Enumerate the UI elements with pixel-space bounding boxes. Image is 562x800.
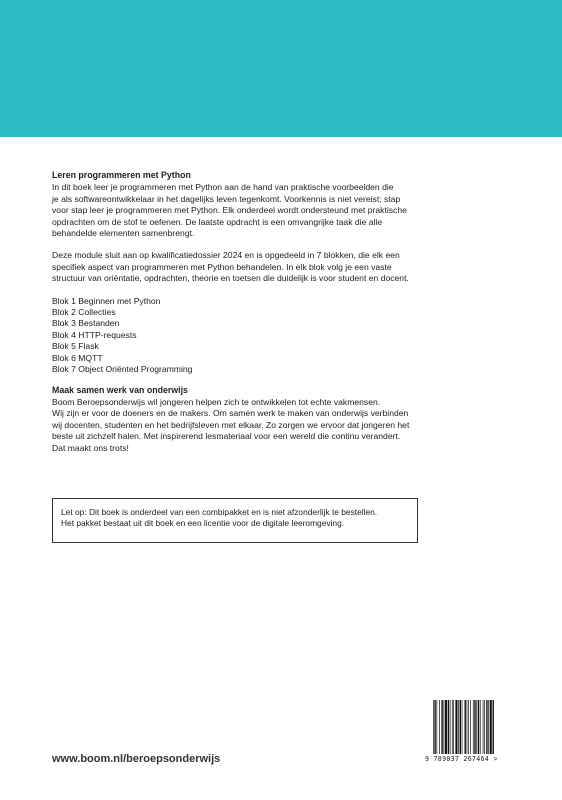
section-heading-python: Leren programmeren met Python (52, 170, 191, 180)
intro-line: In dit boek leer je programmeren met Python aan de hand van praktische voorbeelden die (52, 182, 394, 193)
intro-line: je als softwareontwikkelaar in het dagelijks leven tegenkomt. Voorkennis is niet vereist; stap (52, 193, 401, 204)
intro-line: behandelde elementen samenbrengt. (52, 228, 195, 239)
block-list (52, 296, 522, 376)
publisher-paragraph (52, 397, 522, 454)
intro-paragraph (52, 182, 522, 239)
isbn-digits: 9 789037 267464 > (425, 755, 498, 763)
block-list-item: Blok 1 Beginnen met Python (52, 295, 161, 306)
block-list-item: Blok 6 MQTT (52, 352, 103, 363)
notice-line: Let op: Dit boek is onderdeel van een combipakket en is niet afzonderlijk te bestellen. (61, 507, 378, 517)
block-list-item: Blok 2 Collecties (52, 307, 116, 318)
block-list-item: Blok 7 Object Oriënted Programming (52, 364, 193, 375)
back-cover-text (52, 170, 522, 465)
block-list-item: Blok 3 Bestanden (52, 318, 120, 329)
top-color-band (0, 0, 562, 137)
module-line: structuur van oriëntatie, opdrachten, theorie en toetsen die duidelijk is voor student en docent. (52, 273, 409, 284)
publisher-line: beste uit zichzelf halen. Met inspirerend lesmateriaal voor een wereld die continu verandert. (52, 431, 401, 442)
block-list-item: Blok 5 Flask (52, 341, 99, 352)
module-line: Deze module sluit aan op kwalificatiedossier 2024 en is opgedeeld in 7 blokken, die elk een (52, 250, 400, 261)
publisher-line: wij docenten, studenten en het bedrijfsleven met elkaar. Zo zorgen we ervoor dat jongeren het (52, 419, 410, 430)
module-paragraph (52, 250, 522, 284)
combipakket-notice-box (52, 498, 418, 543)
publisher-line: Wij zijn er voor de doeners en de makers. Om samen werk te maken van onderwijs verbinden (52, 408, 409, 419)
intro-line: voor stap leer je programmeren met Python. Elk onderdeel wordt ondersteund met praktische (52, 205, 407, 216)
publisher-line: Boom Beroepsonderwijs wil jongeren helpen zich te ontwikkelen tot echte vakmensen. (52, 396, 381, 407)
module-line: specifiek aspect van programmeren met Python behandelen. In elk blok volg je een vaste (52, 261, 392, 272)
barcode-icon (433, 700, 515, 754)
block-list-item: Blok 4 HTTP-requests (52, 329, 137, 340)
intro-line: opdrachten om de stof te oefenen. De laatste opdracht is een omvangrijke taak die alle (52, 216, 383, 227)
notice-line: Het pakket bestaat uit dit boek en een licentie voor de digitale leeromgeving. (61, 518, 345, 529)
publisher-website: www.boom.nl/beroepsonderwijs (52, 753, 221, 765)
section-heading-onderwijs: Maak samen werk van onderwijs (52, 384, 188, 395)
isbn-barcode (425, 700, 525, 768)
publisher-line: Dat maakt ons trots! (52, 442, 129, 453)
